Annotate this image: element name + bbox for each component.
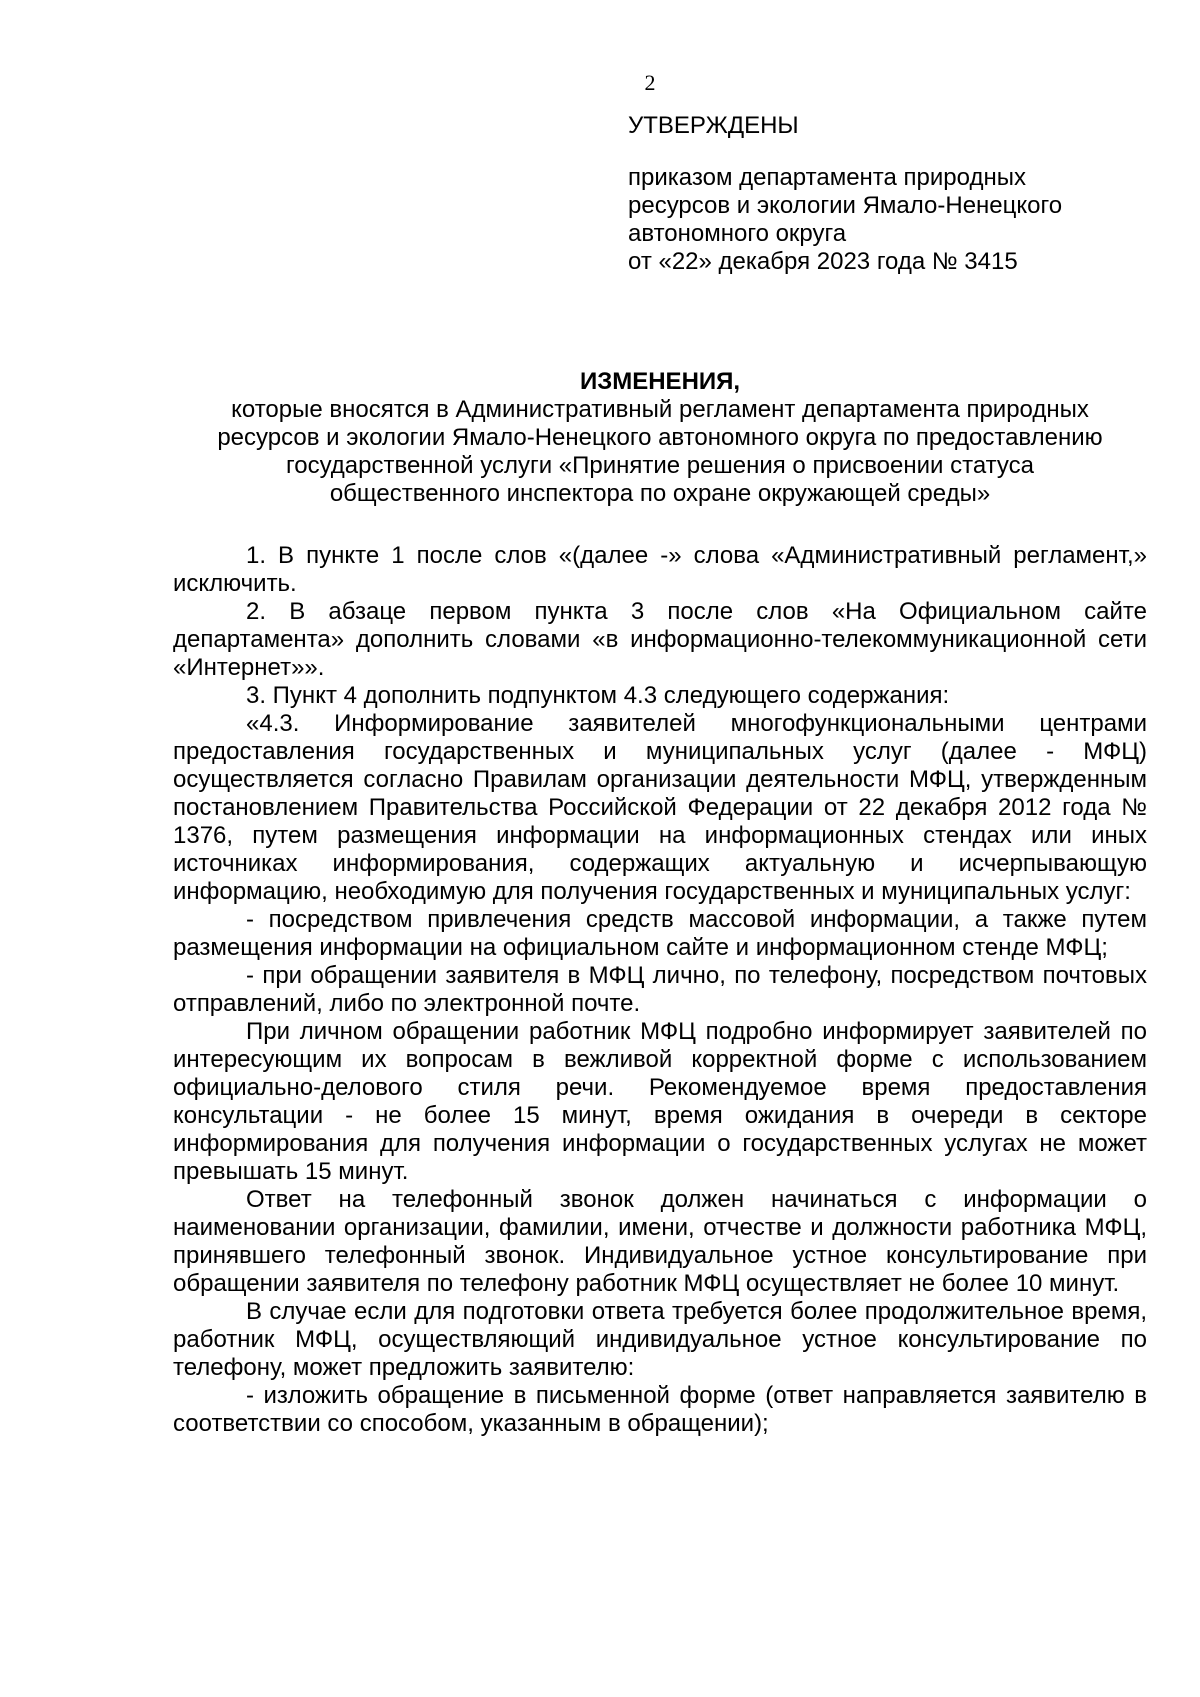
body-paragraph: - при обращении заявителя в МФЦ лично, по телефону, посредством почтовых отправлений, либо по электронной почте. [173,962,1147,1017]
body-paragraph: В случае если для подготовки ответа требуется более продолжительное время, работник МФЦ, осуществляющий индивидуальное устное консультирование по телефону, может предложить заявителю: [173,1298,1147,1381]
body-paragraph: «4.3. Информирование заявителей многофункциональными центрами предоставления государственных и муниципальных услуг (далее - МФЦ) осуществляется согласно Правилам организации деятельности МФЦ, утвержденным постановлением Правительства Российской Федерации от 22 декабря 2012 года № 1376, путем размещения информации на информационных стендах или иных источниках информирования, содержащих актуальную и исчерпывающую информацию, необходимую для получения государственных и муниципальных услуг: [173,710,1147,905]
approval-heading: УТВЕРЖДЕНЫ [628,112,799,139]
document-subtitle-line: государственной услуги «Принятие решения о присвоении статуса [286,452,1034,479]
body-paragraph: При личном обращении работник МФЦ подробно информирует заявителей по интересующим их вопросам в вежливой корректной форме с использованием официально-делового стиля речи. Рекомендуемое время предоставления консультации - не более 15 минут, время ожидания в очереди в секторе информирования для получения информации о государственных услугах не может превышать 15 минут. [173,1018,1147,1185]
document-title: ИЗМЕНЕНИЯ, [579,368,741,395]
document-subtitle-line: общественного инспектора по охране окружающей среды» [329,480,991,507]
body-paragraph: Ответ на телефонный звонок должен начинаться с информации о наименовании организации, фамилии, имени, отчестве и должности работника МФЦ, принявшего телефонный звонок. Индивидуальное устное консультирование при обращении заявителя по телефону работник МФЦ осуществляет не более 10 минут. [173,1186,1147,1297]
page-number [0,70,1200,96]
body-paragraph: 1. В пункте 1 после слов «(далее -» слова «Административный регламент,» исключить. [173,542,1147,597]
document-subtitle-line: ресурсов и экологии Ямало-Ненецкого автономного округа по предоставлению [217,424,1103,451]
approval-block [628,112,1148,276]
body-paragraph: 2. В абзаце первом пункта 3 после слов «На Официальном сайте департамента» дополнить словами «в информационно-телекоммуникационной сети «Интернет»». [173,598,1147,681]
approval-line: приказом департамента природных [628,164,1026,191]
document-heading [170,368,1150,508]
document-body [173,542,1147,1438]
body-paragraph: - посредством привлечения средств массовой информации, а также путем размещения информации на официальном сайте и информационном стенде МФЦ; [173,906,1147,961]
approval-line: от «22» декабря 2023 года № 3415 [628,248,1018,275]
page-number-text: 2 [644,70,656,95]
body-paragraph: - изложить обращение в письменной форме (ответ направляется заявителю в соответствии со способом, указанным в обращении); [173,1382,1147,1437]
approval-line: автономного округа [628,220,847,247]
approval-line: ресурсов и экологии Ямало-Ненецкого [628,192,1063,219]
document-subtitle-line: которые вносятся в Административный регламент департамента природных [231,396,1089,423]
body-paragraph: 3. Пункт 4 дополнить подпунктом 4.3 следующего содержания: [246,682,950,709]
